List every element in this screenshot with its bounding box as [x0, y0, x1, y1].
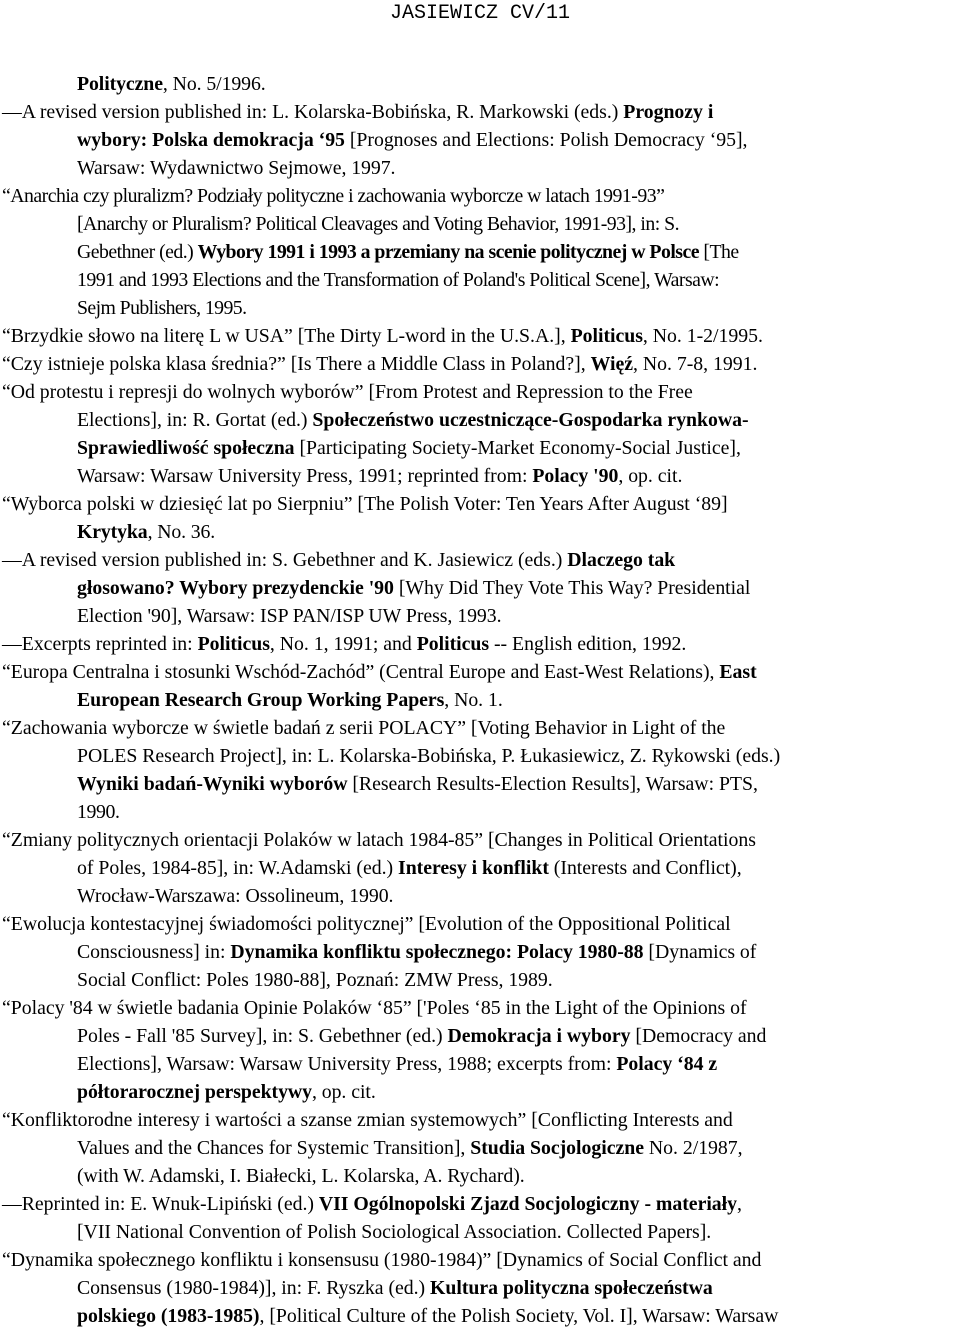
text-segment: , No. 5/1996. — [162, 73, 266, 95]
text-segment: Elections], Warsaw: Warsaw University Press, 1988; excerpts from: — [77, 1053, 617, 1075]
text-segment: [Democracy and — [630, 1025, 767, 1047]
text-line — [0, 518, 960, 546]
text-segment: , No. 36. — [147, 521, 216, 543]
text-line — [0, 70, 960, 98]
text-segment: Warsaw: Wydawnictwo Sejmowe, 1997. — [77, 157, 396, 179]
text-line — [0, 490, 960, 518]
text-segment: , No. 7-8, 1991. — [633, 353, 758, 375]
text-line — [0, 126, 960, 154]
text-line — [0, 1302, 960, 1330]
bold-text: Polacy '90 — [532, 465, 619, 487]
text-segment: Gebethner (ed.) — [77, 241, 198, 263]
text-line — [0, 686, 960, 714]
text-line — [0, 462, 960, 490]
text-segment: Consciousness] in: — [77, 941, 231, 963]
text-line — [0, 1022, 960, 1050]
bold-text: Dlaczego tak — [567, 549, 676, 571]
text-segment: [Dynamics of — [643, 941, 757, 963]
text-line — [0, 882, 960, 910]
text-segment: Social Conflict: Poles 1980-88], Poznań: ZMW Press, 1989. — [77, 969, 553, 991]
text-line — [0, 658, 960, 686]
text-line — [0, 1162, 960, 1190]
text-line — [0, 98, 960, 126]
bold-text: Wyniki badań-Wyniki wyborów — [77, 773, 348, 795]
text-segment: Election '90], Warsaw: ISP PAN/ISP UW Press, 1993. — [77, 605, 502, 627]
text-segment: “Europa Centralna i stosunki Wschód-Zachód” (Central Europe and East-West Relations), — [2, 661, 720, 683]
bold-text: Demokracja i wybory — [447, 1025, 631, 1047]
text-segment: POLES Research Project], in: L. Kolarska-Bobińska, P. Łukasiewicz, Z. Rykowski (eds.) — [77, 745, 781, 767]
bold-text: Politicus — [197, 633, 270, 655]
bold-text: półtorarocznej perspektywy — [77, 1081, 312, 1103]
bold-text: Polityczne — [77, 73, 163, 95]
text-segment: “Ewolucja kontestacyjnej świadomości politycznej” [Evolution of the Oppositional Political — [2, 913, 731, 935]
text-segment: of Poles, 1984-85], in: W.Adamski (ed.) — [77, 857, 399, 879]
text-segment: —A revised version published in: L. Kolarska-Bobińska, R. Markowski (eds.) — [2, 101, 624, 123]
text-segment: [Anarchy or Pluralism? Political Cleavages and Voting Behavior, 1991-93], in: S. — [77, 213, 680, 235]
bibliography-list — [0, 70, 960, 1330]
text-segment: (with W. Adamski, I. Białecki, L. Kolarska, A. Rychard). — [77, 1165, 525, 1187]
bold-text: Kultura polityczna społeczeństwa — [430, 1277, 713, 1299]
text-segment: -- English edition, 1992. — [489, 633, 687, 655]
text-segment: Elections], in: R. Gortat (ed.) — [77, 409, 313, 431]
text-line — [0, 602, 960, 630]
bold-text: Interesy i konflikt — [398, 857, 549, 879]
text-segment: “Konfliktorodne interesy i wartości a szanse zmian systemowych” [Conflicting Interests and — [2, 1109, 733, 1131]
text-segment: Values and the Chances for Systemic Transition], — [77, 1137, 471, 1159]
text-line — [0, 1246, 960, 1274]
text-segment: , [Political Culture of the Polish Society, Vol. I], Warsaw: Warsaw — [259, 1305, 779, 1327]
bold-text: Krytyka — [77, 521, 148, 543]
text-line — [0, 1134, 960, 1162]
text-segment: “Dynamika społecznego konfliktu i konsensusu (1980-1984)” [Dynamics of Social Conflict and — [2, 1249, 762, 1271]
text-segment: “Wyborca polski w dziesięć lat po Sierpniu” [The Polish Voter: Ten Years After August ‘89] — [2, 493, 728, 515]
text-line — [0, 154, 960, 182]
text-segment: Wrocław-Warszawa: Ossolineum, 1990. — [77, 885, 394, 907]
bold-text: głosowano? Wybory prezydenckie '90 — [77, 577, 394, 599]
text-segment: , op. cit. — [618, 465, 683, 487]
text-line — [0, 378, 960, 406]
text-segment: [Research Results-Election Results], Warsaw: PTS, — [347, 773, 758, 795]
text-segment: Consensus (1980-1984)], in: F. Ryszka (ed.) — [77, 1277, 431, 1299]
text-segment: , No. 1-2/1995. — [642, 325, 763, 347]
text-segment: “Polacy '84 w świetle badania Opinie Polaków ‘85” ['Poles ‘85 in the Light of the Opinions of — [2, 997, 747, 1019]
text-segment: “Od protestu i represji do wolnych wyborów” [From Protest and Repression to the Free — [2, 381, 693, 403]
text-line — [0, 854, 960, 882]
bold-text: East — [719, 661, 757, 683]
text-segment: Sejm Publishers, 1995. — [77, 297, 247, 319]
text-line — [0, 994, 960, 1022]
text-line — [0, 434, 960, 462]
text-line — [0, 1078, 960, 1106]
text-segment: —A revised version published in: S. Gebethner and K. Jasiewicz (eds.) — [2, 549, 568, 571]
text-line — [0, 546, 960, 574]
text-line — [0, 966, 960, 994]
text-line — [0, 770, 960, 798]
text-segment: —Reprinted in: E. Wnuk-Lipiński (ed.) — [2, 1193, 319, 1215]
bold-text: Wybory 1991 i 1993 a przemiany na scenie politycznej w Polsce — [197, 241, 699, 263]
bold-text: European Research Group Working Papers — [77, 689, 445, 711]
text-line — [0, 322, 960, 350]
text-line — [0, 238, 960, 266]
text-segment: Warsaw: Warsaw University Press, 1991; reprinted from: — [77, 465, 533, 487]
bold-text: Politicus — [570, 325, 643, 347]
text-segment: , No. 1, 1991; and — [269, 633, 417, 655]
text-segment: “Czy istnieje polska klasa średnia?” [Is There a Middle Class in Poland?], — [2, 353, 591, 375]
bold-text: Studia Socjologiczne — [470, 1137, 644, 1159]
text-line — [0, 210, 960, 238]
bold-text: Polacy ‘84 z — [616, 1053, 718, 1075]
text-segment: No. 2/1987, — [643, 1137, 743, 1159]
text-segment: —Excerpts reprinted in: — [2, 633, 198, 655]
text-segment: [Why Did They Vote This Way? Presidential — [393, 577, 751, 599]
text-segment: “Brzydkie słowo na literę L w USA” [The Dirty L-word in the U.S.A.], — [2, 325, 571, 347]
text-segment: “Zmiany politycznych orientacji Polaków w latach 1984-85” [Changes in Political Orientations — [2, 829, 756, 851]
bold-text: Prognozy i — [623, 101, 714, 123]
text-line — [0, 1190, 960, 1218]
bold-text: Dynamika konfliktu społecznego: Polacy 1980-88 — [230, 941, 644, 963]
text-segment: Poles - Fall '85 Survey], in: S. Gebethner (ed.) — [77, 1025, 448, 1047]
page-header: JASIEWICZ CV/11 — [389, 2, 571, 25]
text-line — [0, 1050, 960, 1078]
text-segment: [The — [698, 241, 739, 263]
text-segment: “Anarchia czy pluralizm? Podziały polityczne i zachowania wyborcze w latach 1991-93” — [2, 185, 665, 207]
text-segment: , No. 1. — [444, 689, 503, 711]
text-segment: “Zachowania wyborcze w świetle badań z serii POLACY” [Voting Behavior in Light of the — [2, 717, 726, 739]
bold-text: polskiego (1983-1985) — [77, 1305, 260, 1327]
text-line — [0, 1218, 960, 1246]
text-line — [0, 294, 960, 322]
text-line — [0, 630, 960, 658]
text-line — [0, 406, 960, 434]
text-line — [0, 826, 960, 854]
text-line — [0, 714, 960, 742]
bold-text: wybory: Polska demokracja ‘95 — [77, 129, 345, 151]
text-segment: , — [737, 1193, 742, 1215]
text-segment: , op. cit. — [311, 1081, 376, 1103]
text-line — [0, 266, 960, 294]
bold-text: Politicus — [416, 633, 490, 655]
text-segment: [Participating Society-Market Economy-Social Justice], — [294, 437, 741, 459]
text-line — [0, 182, 960, 210]
text-line — [0, 910, 960, 938]
bold-text: Więź — [590, 353, 633, 375]
bold-text: Sprawiedliwość społeczna — [77, 437, 295, 459]
text-segment: [Prognoses and Elections: Polish Democracy ‘95], — [344, 129, 748, 151]
text-line — [0, 798, 960, 826]
text-segment: (Interests and Conflict), — [548, 857, 742, 879]
text-segment: 1990. — [77, 801, 120, 823]
text-line — [0, 574, 960, 602]
text-line — [0, 350, 960, 378]
text-line — [0, 742, 960, 770]
text-segment: [VII National Convention of Polish Sociological Association. Collected Papers]. — [77, 1221, 712, 1243]
text-line — [0, 938, 960, 966]
bold-text: Społeczeństwo uczestniczące-Gospodarka rynkowa- — [312, 409, 749, 431]
text-line — [0, 1106, 960, 1134]
text-segment: 1991 and 1993 Elections and the Transformation of Poland's Political Scene], Warsaw: — [77, 269, 720, 291]
text-line — [0, 1274, 960, 1302]
bold-text: VII Ogólnopolski Zjazd Socjologiczny - materiały — [318, 1193, 738, 1215]
